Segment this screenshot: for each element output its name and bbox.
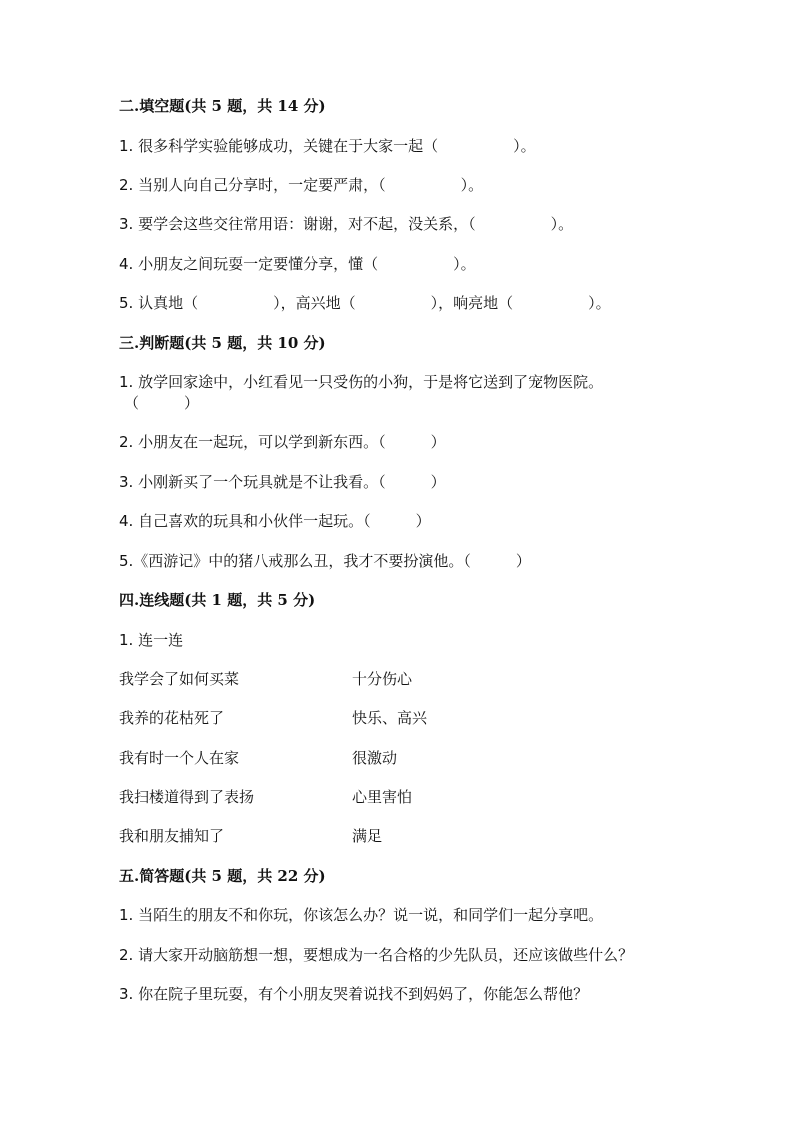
true-false-answer-blank: （ ） (124, 394, 200, 412)
matching-left-item: 我有时一个人在家 (119, 749, 240, 767)
fill-blank-question: 5. 认真地（ ），高兴地（ ），响亮地（ ）。 (119, 294, 611, 312)
section-heading-fill-blank: 二.填空题(共 5 题，共 14 分) (119, 97, 326, 115)
matching-left-item: 我和朋友捕知了 (119, 827, 225, 845)
fill-blank-question: 4. 小朋友之间玩耍一定要懂分享，懂（ ）。 (119, 255, 476, 273)
true-false-question: 5.《西游记》中的猪八戒那么丑，我才不要扮演他。（ ） (119, 552, 531, 570)
matching-right-item: 快乐、高兴 (352, 709, 428, 727)
fill-blank-question: 1. 很多科学实验能够成功，关键在于大家一起（ ）。 (119, 137, 536, 155)
matching-right-item: 心里害怕 (352, 788, 413, 806)
fill-blank-question: 2. 当别人向自己分享时，一定要严肃，（ ）。 (119, 176, 484, 194)
matching-left-item: 我学会了如何买菜 (119, 670, 240, 688)
true-false-question: 2. 小朋友在一起玩，可以学到新东西。（ ） (119, 433, 446, 451)
true-false-question: 3. 小刚新买了一个玩具就是不让我看。（ ） (119, 473, 446, 491)
matching-right-item: 满足 (352, 827, 383, 845)
matching-right-item: 十分伤心 (352, 670, 413, 688)
section-heading-true-false: 三.判断题(共 5 题，共 10 分) (119, 334, 326, 352)
matching-right-item: 很激动 (352, 749, 398, 767)
short-answer-question: 3. 你在院子里玩耍，有个小朋友哭着说找不到妈妈了，你能怎么帮他？ (119, 985, 589, 1003)
matching-prompt: 1. 连一连 (119, 631, 184, 649)
matching-left-item: 我养的花枯死了 (119, 709, 225, 727)
true-false-question: 4. 自己喜欢的玩具和小伙伴一起玩。（ ） (119, 512, 431, 530)
section-heading-matching: 四.连线题(共 1 题，共 5 分) (119, 591, 316, 609)
section-heading-short-answer: 五.简答题(共 5 题，共 22 分) (119, 867, 326, 885)
true-false-question: 1. 放学回家途中，小红看见一只受伤的小狗，于是将它送到了宠物医院。 (119, 373, 604, 391)
short-answer-question: 1. 当陌生的朋友不和你玩，你该怎么办？说一说，和同学们一起分享吧。 (119, 906, 604, 924)
short-answer-question: 2. 请大家开动脑筋想一想，要想成为一名合格的少先队员，还应该做些什么？ (119, 946, 634, 964)
fill-blank-question: 3. 要学会这些交往常用语：谢谢，对不起，没关系，（ ）。 (119, 215, 574, 233)
matching-left-item: 我扫楼道得到了表扬 (119, 788, 255, 806)
